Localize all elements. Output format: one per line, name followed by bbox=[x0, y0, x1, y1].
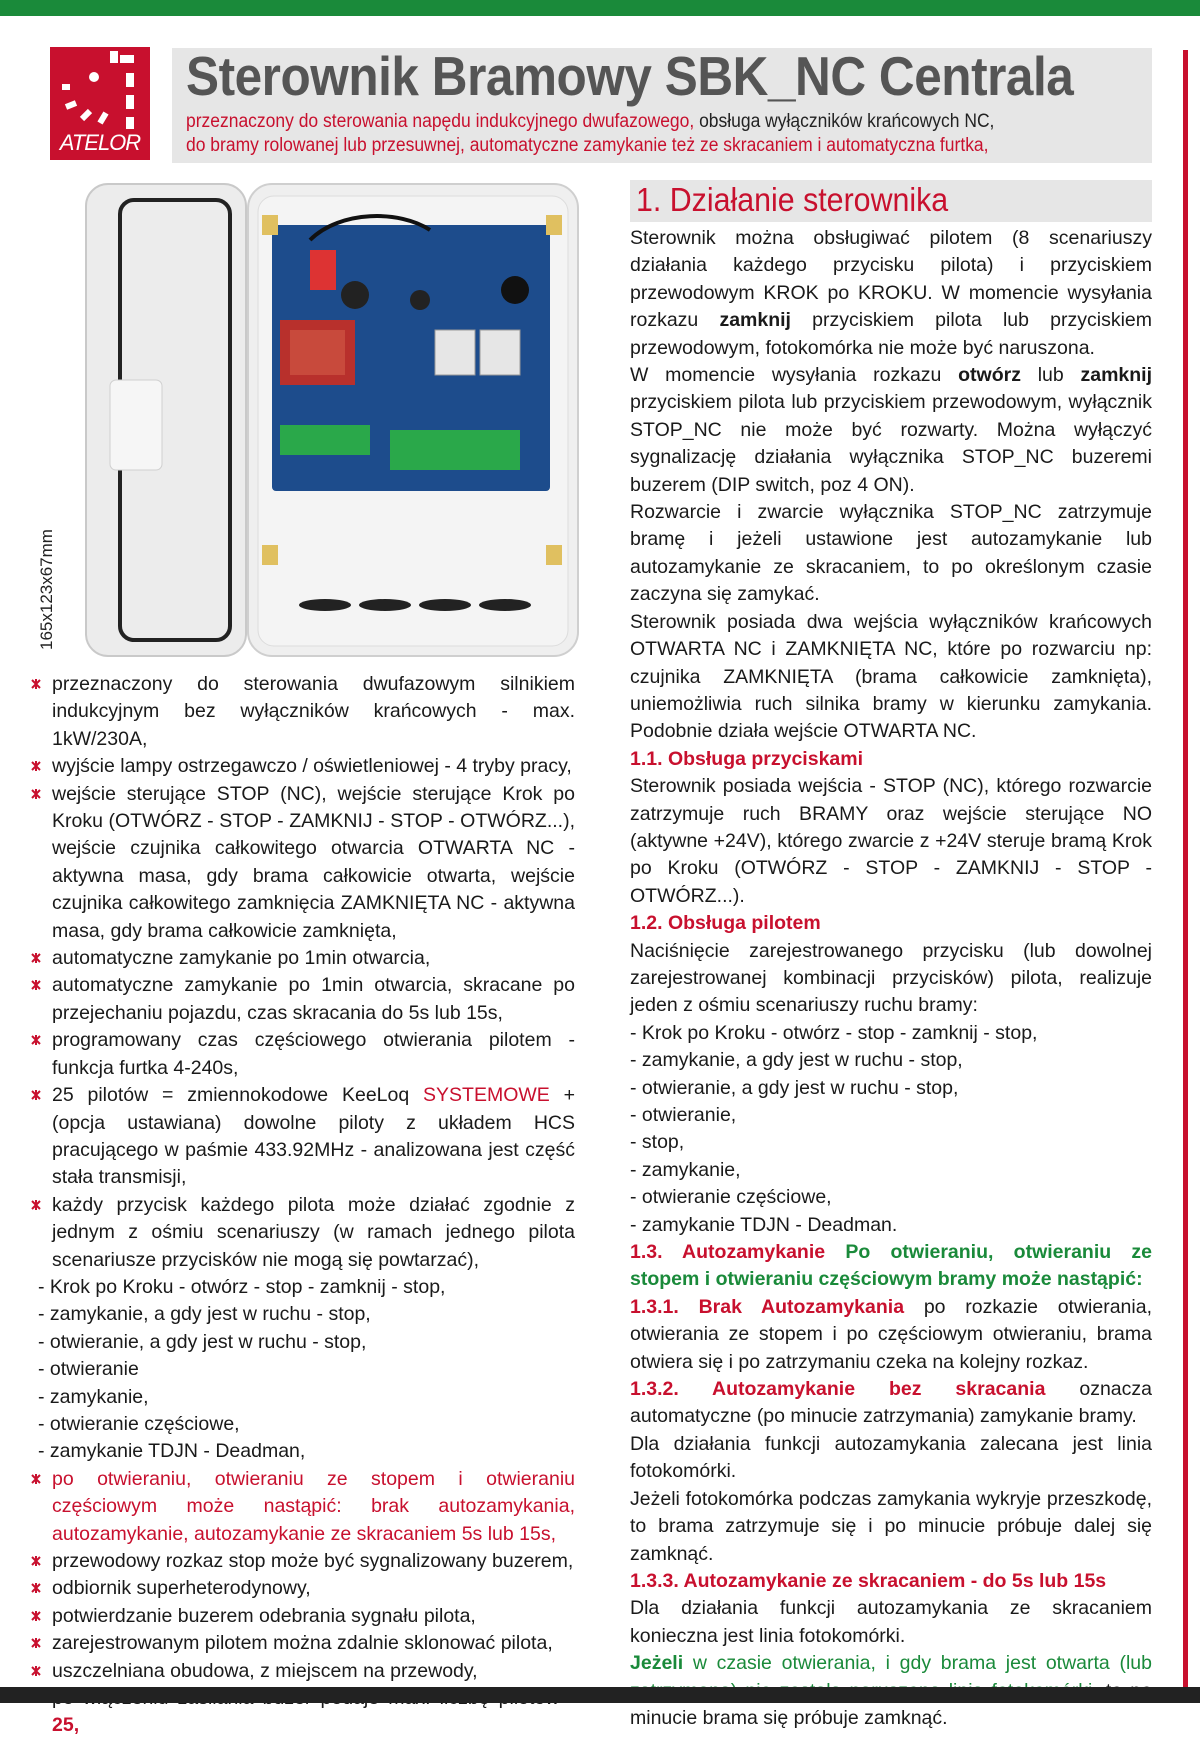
subsection-title-green: Po otwieraniu, otwieraniu ze stopem i otwieraniu częściowym bramy może nastąpić: bbox=[630, 1241, 1153, 1291]
bullet-icon bbox=[30, 1089, 42, 1101]
text: W momencie wysyłania rozkazu bbox=[630, 364, 959, 387]
feature-list bbox=[30, 671, 575, 1740]
text: oznacza automatyczne (po minucie zatrzymania) zamykanie bramy. bbox=[630, 1378, 1152, 1428]
subtitle-red-part: przeznaczony do sterowania napędu indukcyjnego dwufazowego, bbox=[186, 111, 695, 132]
text: minucie brama się próbuje zamknąć. bbox=[630, 1706, 948, 1729]
list-item bbox=[30, 781, 575, 945]
bold-text: otwórz bbox=[958, 364, 1021, 387]
bullet-icon bbox=[30, 1637, 42, 1649]
scenario-item: - otwieranie częściowe, bbox=[630, 1186, 832, 1209]
list-item bbox=[30, 972, 575, 1027]
scenario-item: - zamykanie, bbox=[38, 1385, 149, 1408]
text: Sterownik można obsługiwać pilotem (8 scenariuszy działania każdego przycisku pilota) i przyciskiem przewodowym KROK po KROKU. W momencie wysyłania rozkazu bbox=[630, 227, 1152, 332]
scenario-item: - zamykanie, a gdy jest w ruchu - stop, bbox=[38, 1303, 371, 1326]
section-title: 1. Działanie sterownika bbox=[636, 181, 949, 218]
list-item-text: programowany czas częściowego otwierania pilotem - funkcja furtka 4-240s, bbox=[52, 1029, 575, 1079]
subsection-title: 1.3.3. Autozamykanie ze skracaniem - do 5s lub 15s bbox=[630, 1569, 1107, 1592]
atelor-logo bbox=[50, 47, 150, 160]
text: przyciskiem pilota lub przyciskiem przewodowym, fotokomórka nie może być naruszona. bbox=[630, 309, 1152, 359]
list-item bbox=[30, 1192, 575, 1274]
bullet-icon bbox=[30, 760, 42, 772]
right-red-rule bbox=[1183, 50, 1188, 1687]
list-item bbox=[30, 1575, 575, 1602]
scenario-item: - zamykanie TDJN - Deadman. bbox=[630, 1213, 898, 1236]
list-item bbox=[30, 1082, 575, 1192]
page-title: Sterownik Bramowy SBK_NC Centrala bbox=[186, 45, 1074, 107]
list-item bbox=[30, 1466, 575, 1548]
bullet-icon bbox=[30, 1610, 42, 1622]
list-item-text: automatyczne zamykanie po 1min otwarcia, bbox=[52, 947, 431, 970]
list-item-text: automatyczne zamykanie po 1min otwarcia, skracane po przejechaniu pojazdu, czas skracania do 5s lub 15s, bbox=[52, 974, 575, 1024]
paragraph bbox=[630, 1376, 1152, 1431]
scenario-item: - otwieranie, bbox=[630, 1104, 737, 1126]
list-item-text: przewodowy rozkaz stop może być sygnalizowany buzerem, bbox=[52, 1550, 574, 1572]
subtitle-line-2: do bramy rolowanej lub przesuwnej, automatyczne zamykanie też ze skracaniem i automatyczna furtka, bbox=[186, 135, 989, 156]
bullet-icon bbox=[30, 1199, 42, 1211]
list-item-text: uszczelniana obudowa, z miejscem na przewody, bbox=[52, 1659, 478, 1682]
scenario-item: - Krok po Kroku - otwórz - stop - zamknij - stop, bbox=[38, 1275, 446, 1298]
text: lub bbox=[1020, 364, 1081, 387]
list-item-text: 25 pilotów = zmiennokodowe KeeLoq bbox=[52, 1084, 424, 1107]
scenario-item: - otwieranie, a gdy jest w ruchu - stop, bbox=[630, 1076, 959, 1099]
paragraph: Dla działania funkcji autozamykania ze skracaniem konieczna jest linia fotokomórki. bbox=[630, 1597, 1152, 1647]
section-body bbox=[630, 225, 1152, 1732]
list-item-text: wyjście lampy ostrzegawczo / oświetleniowej - 4 tryby pracy, bbox=[52, 755, 572, 778]
scenario-item: - otwieranie częściowe, bbox=[38, 1412, 240, 1435]
bullet-icon bbox=[30, 1473, 42, 1485]
list-item-text: przeznaczony do sterowania dwufazowym silnikiem indukcyjnym bez wyłączników krańcowych - max. 1kW/230A, bbox=[52, 673, 575, 750]
bullet-icon bbox=[30, 1034, 42, 1046]
logo-text: ATELOR bbox=[59, 130, 141, 155]
page-subtitle bbox=[186, 110, 1069, 158]
paragraph: Naciśnięcie zarejestrowanego przycisku (lub dowolnej zarejestrowanej kombinacji przycisków) pilota, realizuje jeden z ośmiu scenariuszy ruchu bramy: bbox=[630, 939, 1152, 1017]
list-item bbox=[30, 1658, 575, 1685]
list-item bbox=[30, 1603, 575, 1630]
list-item-text: odbiornik superheterodynowy, bbox=[52, 1577, 311, 1600]
scenario-item: - zamykanie, a gdy jest w ruchu - stop, bbox=[630, 1049, 963, 1072]
scenario-item: - zamykanie, bbox=[630, 1158, 741, 1181]
bottom-dark-bar bbox=[0, 1687, 1200, 1703]
list-item-text: zarejestrowanym pilotem można zdalnie sklonować pilota, bbox=[52, 1632, 553, 1655]
inline-heading: 1.3.2. Autozamykanie bez skracania bbox=[630, 1378, 1046, 1401]
paragraph bbox=[630, 1294, 1152, 1376]
scenario-item: - stop, bbox=[630, 1131, 685, 1154]
scenario-item: - zamykanie TDJN - Deadman, bbox=[38, 1440, 306, 1463]
subsection-title bbox=[630, 1239, 1152, 1294]
bullet-icon bbox=[30, 979, 42, 991]
list-item bbox=[30, 671, 575, 753]
bullet-icon bbox=[30, 1555, 42, 1567]
list-item-text: + (opcja ustawiana) dowolne piloty z układem HCS pracującego w paśmie 433.92MHz - analizowana jest część stała transmisji, bbox=[52, 1084, 576, 1189]
text: w czasie otwierania, i gdy brama jest otwarta (lub bbox=[692, 1652, 1152, 1675]
device-dimensions-label: 165x123x67mm bbox=[37, 529, 56, 650]
bold-text: zamknij bbox=[719, 309, 791, 332]
subsection-title-red: 1.3. Autozamykanie bbox=[630, 1241, 826, 1264]
list-item bbox=[30, 945, 575, 972]
subsection-title: 1.2. Obsługa pilotem bbox=[630, 912, 821, 935]
paragraph: Rozwarcie i zwarcie wyłącznika STOP_NC zatrzymuje bramę i jeżeli ustawione jest autozamykanie lub autozamykanie ze skracaniem, to po określonym czasie zaczyna się zamykać. bbox=[630, 501, 1152, 606]
paragraph: Jeżeli fotokomórka podczas zamykania wykryje przeszkodę, to brama zatrzymuje się i po minucie próbuje dalej się zamknąć. bbox=[630, 1487, 1152, 1565]
paragraph bbox=[630, 362, 1152, 499]
paragraph bbox=[630, 225, 1152, 362]
text: przyciskiem pilota lub przyciskiem przewodowym, wyłącznik STOP_NC nie może być rozwarty. Można wyłączyć sygnalizację działania wyłącznika STOP_NC buzeremi buzerem (DIP switch, poz 4 ON). bbox=[630, 391, 1152, 496]
remote-count: 25, bbox=[52, 1714, 80, 1737]
bullet-icon bbox=[30, 1665, 42, 1677]
systemowe-label: SYSTEMOWE bbox=[423, 1084, 550, 1107]
scenario-item: - otwieranie, a gdy jest w ruchu - stop, bbox=[38, 1330, 367, 1353]
device-photo bbox=[80, 180, 580, 660]
list-item bbox=[30, 1027, 575, 1082]
top-green-bar bbox=[0, 0, 1200, 16]
list-item-text: wejście sterujące STOP (NC), wejście sterujące Krok po Kroku (OTWÓRZ - STOP - ZAMKNIJ - STOP - OTWÓRZ...), wejście czujnika całkowitego otwarcia OTWARTA NC - aktywna masa, gdy brama całkowicie otwarta, wejście czujnika całkowitego zamknięcia ZAMKNIĘTA NC - aktywna masa, gdy brama całkowicie zamknięta, bbox=[52, 782, 575, 942]
bullet-icon bbox=[30, 952, 42, 964]
bullet-icon bbox=[30, 678, 42, 690]
list-item-text: po otwieraniu, otwieraniu ze stopem i otwieraniu częściowym może nastąpić: brak autozamykania, autozamykanie, autozamykanie ze skracaniem 5s lub 15s, bbox=[52, 1467, 575, 1545]
scenario-item: - Krok po Kroku - otwórz - stop - zamknij - stop, bbox=[630, 1021, 1038, 1044]
list-item bbox=[30, 753, 575, 780]
scenario-item: - otwieranie bbox=[38, 1358, 139, 1381]
bold-text: zamknij bbox=[1080, 364, 1153, 387]
bullet-icon bbox=[30, 788, 42, 800]
paragraph: Dla działania funkcji autozamykania zalecana jest linia fotokomórki. bbox=[630, 1432, 1152, 1483]
list-item-text: każdy przycisk każdego pilota może działać zgodnie z jednym z ośmiu scenariuszy (w ramach jednego pilota scenariusze przycisków nie mogą się powtarzać), bbox=[52, 1193, 575, 1271]
inline-heading: 1.3.1. Brak Autozamykania bbox=[630, 1295, 905, 1318]
paragraph: Sterownik posiada wejścia - STOP (NC), którego rozwarcie zatrzymuje ruch BRAMY oraz wejście sterujące NO (aktywne +24V), którego zwarcie z +24V steruje bramą Krok po Kroku (OTWÓRZ - STOP - ZAMKNIJ - STOP - OTWÓRZ...). bbox=[630, 775, 1152, 907]
paragraph: Sterownik posiada dwa wejścia wyłączników krańcowych OTWARTA NC i ZAMKNIĘTA NC, które po rozwarciu np: czujnika ZAMKNIĘTA (brama całkowicie zamknięta), uniemożliwia ruch silnika bramy w kierunku zamykania. Podobnie działa wejście OTWARTA NC. bbox=[630, 610, 1152, 743]
list-item bbox=[30, 1630, 575, 1657]
list-item-text: potwierdzanie buzerem odebrania sygnału pilota, bbox=[52, 1604, 476, 1627]
bullet-icon bbox=[30, 1582, 42, 1594]
subsection-title: 1.1. Obsługa przyciskami bbox=[630, 747, 864, 770]
subtitle-dark-part: obsługa wyłączników krańcowych NC, bbox=[694, 111, 995, 132]
list-item bbox=[30, 1548, 575, 1575]
bold-text: Jeżeli bbox=[630, 1652, 684, 1675]
text: po rozkazie otwierania, otwierania ze stopem i po częściowym otwieraniu, brama otwiera się i po zatrzymaniu czeka na kolejny rozkaz. bbox=[630, 1295, 1152, 1373]
